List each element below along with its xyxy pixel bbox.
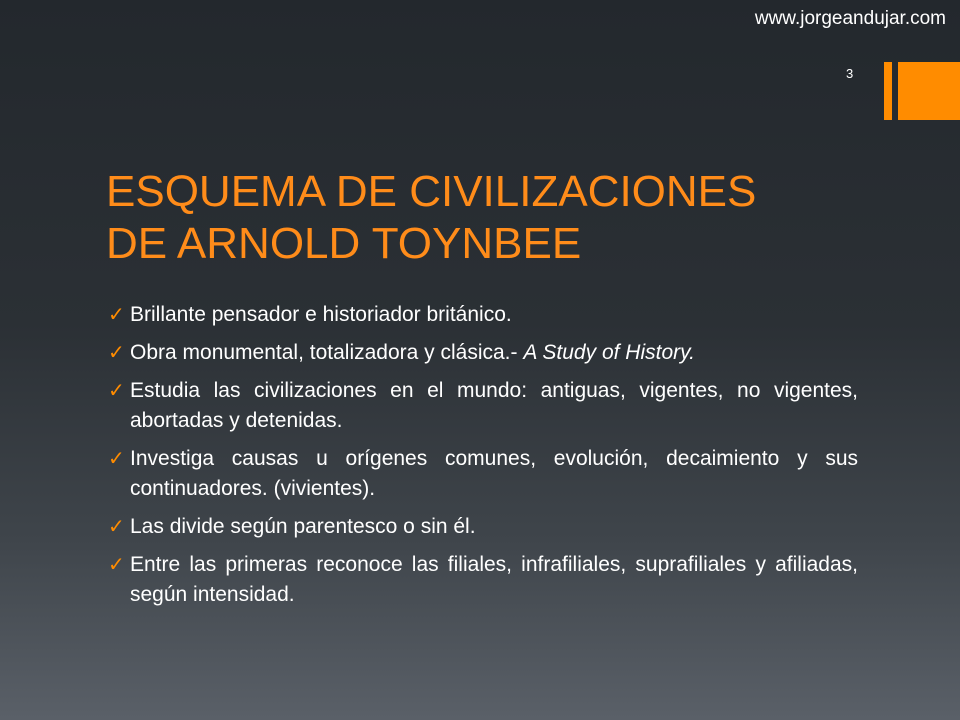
bullet-item bbox=[108, 512, 858, 542]
book-title: A Study of History. bbox=[523, 341, 695, 364]
bullet-item bbox=[108, 338, 858, 368]
accent-bar-thin bbox=[884, 62, 892, 120]
check-icon: ✓ bbox=[108, 380, 125, 402]
slide-title bbox=[106, 166, 886, 270]
bullet-item bbox=[108, 376, 858, 436]
check-icon: ✓ bbox=[108, 304, 125, 326]
slide-title-line-2: DE ARNOLD TOYNBEE bbox=[106, 219, 582, 268]
slide-title-line-1: ESQUEMA DE CIVILIZACIONES bbox=[106, 167, 757, 216]
bullet-text: Estudia las civilizaciones en el mundo: antiguas, vigentes, no vigentes, abortadas y detenidas. bbox=[130, 379, 858, 432]
bullet-text: Obra monumental, totalizadora y clásica.- bbox=[130, 341, 524, 364]
bullet-item bbox=[108, 550, 858, 610]
check-icon: ✓ bbox=[108, 554, 125, 576]
check-icon: ✓ bbox=[108, 448, 125, 470]
check-icon: ✓ bbox=[108, 342, 125, 364]
bullet-list bbox=[108, 300, 858, 618]
accent-bar-thick bbox=[898, 62, 960, 120]
check-icon: ✓ bbox=[108, 516, 125, 538]
page-number: 3 bbox=[846, 66, 854, 81]
bullet-item bbox=[108, 300, 858, 330]
bullet-text: Investiga causas u orígenes comunes, evolución, decaimiento y sus continuadores. (vivientes). bbox=[130, 447, 858, 500]
bullet-item bbox=[108, 444, 858, 504]
bullet-text: Las divide según parentesco o sin él. bbox=[130, 515, 476, 538]
bullet-text: Brillante pensador e historiador británico. bbox=[130, 303, 512, 326]
website-link[interactable]: www.jorgeandujar.com bbox=[754, 8, 946, 29]
bullet-text: Entre las primeras reconoce las filiales, infrafiliales, suprafiliales y afiliadas, según intensidad. bbox=[130, 553, 858, 606]
